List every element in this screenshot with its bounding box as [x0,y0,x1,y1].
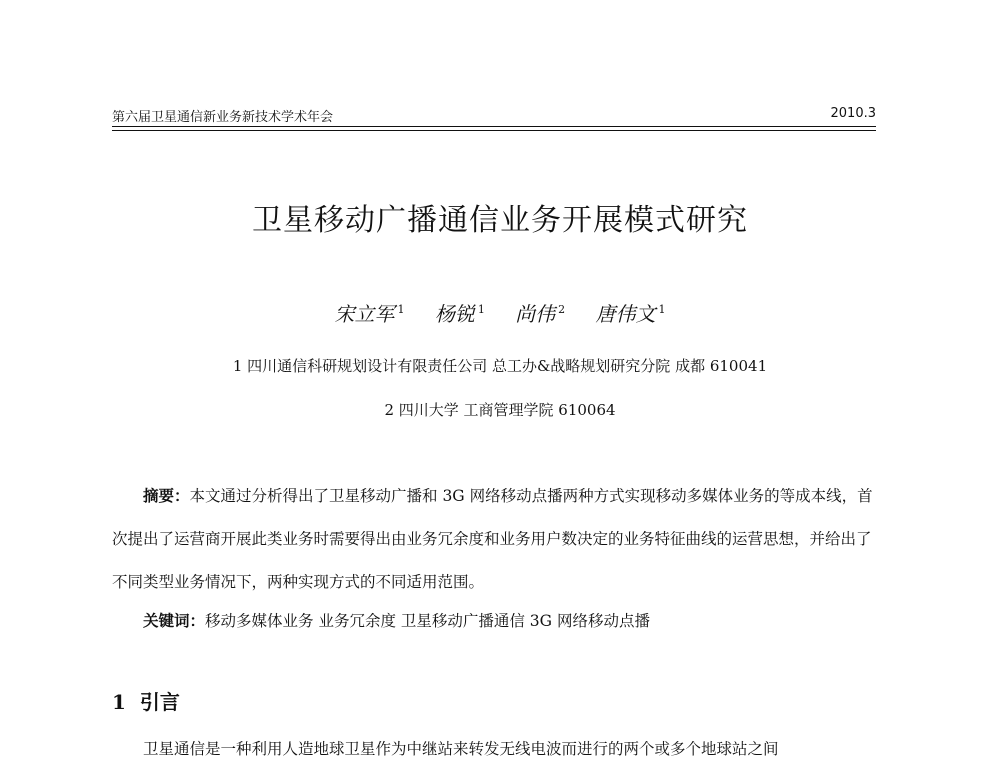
author-4 [596,302,666,326]
keywords-label: 关键词： [143,611,206,630]
author-affiliation-mark: 1 [477,303,485,317]
author-affiliation-mark: 2 [558,303,566,317]
affiliation-1: 1 四川通信科研规划设计有限责任公司 总工办&战略规划研究分院 成都 610041 [232,357,768,375]
abstract [112,474,876,604]
author-list [0,298,1000,327]
affiliation-2: 2 四川大学 工商管理学院 610064 [384,401,616,419]
header-rule-bottom [112,130,876,131]
keywords-text: 移动多媒体业务 业务冗余度 卫星移动广播通信 3G 网络移动点播 [205,612,650,630]
body-paragraph: 卫星通信是一种利用人造地球卫星作为中继站来转发无线电波而进行的两个或多个地球站之间 [143,740,779,758]
keywords [112,599,876,643]
abstract-text: 本文通过分析得出了卫星移动广播和 3G 网络移动点播两种方式实现移动多媒体业务的等成本线，首次提出了运营商开展此类业务时需要得出由业务冗余度和业务用户数决定的业务特征曲线的运营思想，并给出了不同类型业务情况下，两种实现方式的不同适用范围。 [112,487,873,591]
publication-date: 2010.3 [830,106,876,121]
author-1 [334,302,404,326]
section-number: 1 [112,690,126,714]
running-header [112,104,876,126]
conference-name: 第六届卫星通信新业务新技术学术年会 [112,110,334,125]
author-3 [515,302,565,326]
section-heading [112,686,180,715]
author-2 [435,302,485,326]
author-affiliation-mark: 1 [397,303,405,317]
abstract-label: 摘要： [143,486,190,505]
author-name: 宋立军 [334,302,395,326]
section-title: 引言 [139,690,180,714]
author-affiliation-mark: 1 [658,303,666,317]
author-name: 唐伟文 [595,302,656,326]
author-name: 杨锐 [434,302,475,326]
header-rule-top [112,126,876,127]
author-name: 尚伟 [515,302,556,326]
paper-title: 卫星移动广播通信业务开展模式研究 [252,203,748,238]
